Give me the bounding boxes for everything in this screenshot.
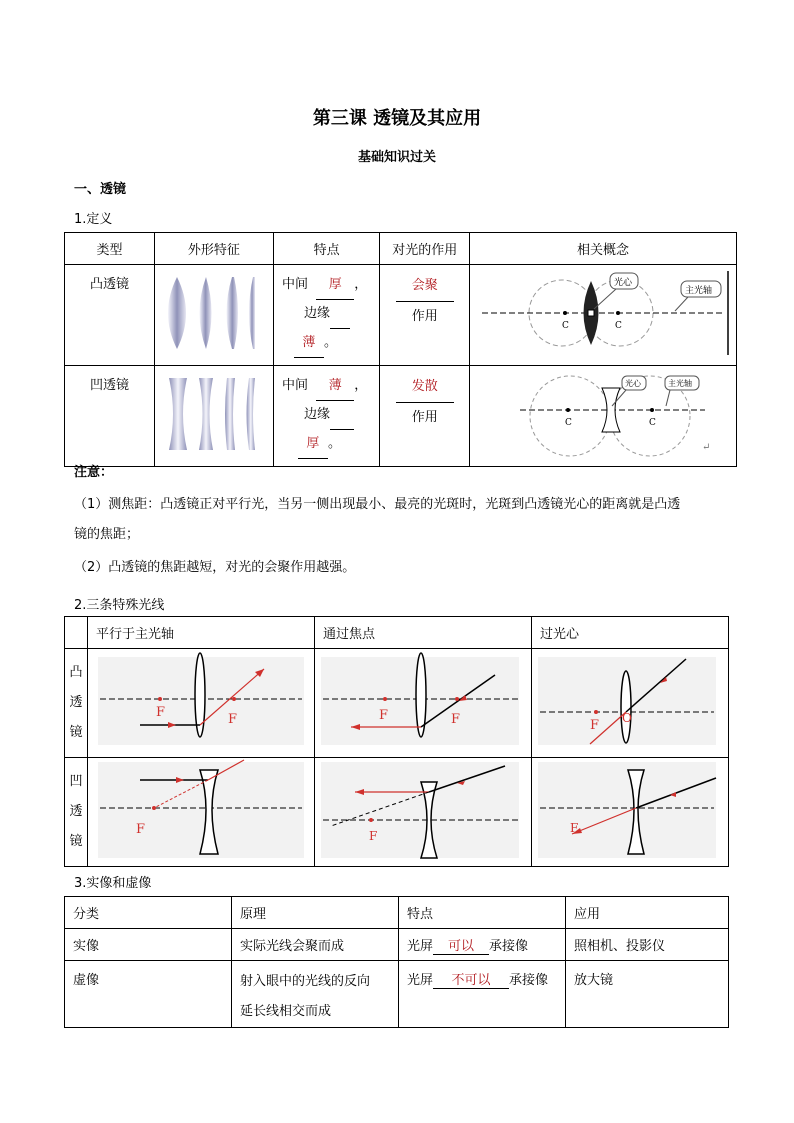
real-image-principle: 实际光线会聚而成 (232, 929, 399, 961)
convex-axis-label: 主光轴 (685, 286, 713, 296)
convex-type: 凸透镜 (65, 265, 155, 366)
convex-concept (470, 265, 737, 366)
svg-text:F: F (379, 708, 389, 723)
rays-header-parallel: 平行于主光轴 (88, 617, 315, 649)
note-item-1a: （1）测焦距：凸透镜正对平行光，当另一侧出现最小、最亮的光斑时，光斑到凸透镜光心的距离就是凸透 (74, 497, 681, 512)
real-image-kind: 实像 (65, 929, 232, 961)
notes-heading: 注意： (74, 465, 114, 480)
real-image-feature: 光屏 可以 承接像 (399, 929, 566, 961)
virtual-image-use: 放大镜 (566, 961, 729, 1028)
convex-mid-value: 厚 (316, 271, 354, 300)
header-feature: 特点 (273, 233, 379, 265)
concave-type: 凹透镜 (65, 366, 155, 467)
special-rays-table (64, 616, 729, 867)
virtual-image-principle: 射入眼中的光线的反向 延长线相交而成 (232, 961, 399, 1028)
svg-text:F: F (451, 712, 461, 727)
real-image-use: 照相机、投影仪 (566, 929, 729, 961)
definition-table (64, 232, 737, 467)
concave-mid-value: 薄 (316, 372, 354, 401)
convex-focus-diagram (315, 649, 532, 758)
convex-effect: 会聚 作用 (380, 265, 470, 366)
convex-c2-label: C (615, 321, 622, 331)
convex-row-label: 凸 透 镜 (65, 649, 88, 758)
images-heading: 3.实像和虚像 (74, 876, 152, 891)
rays-header-focus: 通过焦点 (315, 617, 532, 649)
concave-row-label: 凹 透 镜 (65, 758, 88, 867)
virtual-image-feature: 光屏 不可以 承接像 (399, 961, 566, 1028)
concave-center-diagram (532, 758, 729, 867)
header-type: 类型 (65, 233, 155, 265)
convex-lens-shapes-icon (155, 265, 273, 361)
concave-concept (470, 366, 737, 467)
note-item-1b: 镜的焦距； (74, 527, 140, 542)
convex-c1-label: C (562, 321, 569, 331)
header-effect: 对光的作用 (380, 233, 470, 265)
concave-c2-label: C (649, 418, 656, 428)
images-header-principle: 原理 (232, 897, 399, 929)
svg-text:F: F (228, 712, 238, 727)
convex-feature: 中间 厚 ， 边缘 薄 。 (273, 265, 379, 366)
images-header-feature: 特点 (399, 897, 566, 929)
concave-effect: 发散 作用 (380, 366, 470, 467)
convex-concept-diagram (470, 265, 736, 361)
page-title: 第三课 透镜及其应用 (312, 108, 482, 129)
convex-shapes (154, 265, 273, 366)
concave-edge-value: 厚 (298, 430, 328, 459)
concave-focus-diagram (315, 758, 532, 867)
real-virtual-table (64, 896, 729, 1028)
svg-text:F: F (369, 829, 378, 843)
rays-heading: 2.三条特殊光线 (74, 598, 165, 613)
concave-lens-shapes-icon (155, 366, 273, 462)
concave-axis-label: 主光轴 (668, 379, 692, 388)
images-header-use: 应用 (566, 897, 729, 929)
concave-shapes (154, 366, 273, 467)
svg-text:F: F (570, 821, 579, 835)
concave-parallel-diagram (88, 758, 315, 867)
section-lens-heading: 一、透镜 (74, 182, 127, 197)
rays-header-center: 过光心 (532, 617, 729, 649)
header-concept: 相关概念 (470, 233, 737, 265)
virtual-image-kind: 虚像 (65, 961, 232, 1028)
page-subtitle: 基础知识过关 (357, 150, 436, 165)
convex-parallel-diagram (88, 649, 315, 758)
definition-heading: 1.定义 (74, 212, 113, 227)
images-header-kind: 分类 (65, 897, 232, 929)
note-item-2: （2）凸透镜的焦距越短，对光的会聚作用越强。 (74, 560, 356, 575)
svg-text:F: F (590, 718, 600, 733)
convex-edge-value: 薄 (294, 329, 324, 358)
svg-text:F: F (156, 705, 166, 720)
convex-center-label: 光心 (614, 278, 633, 288)
concave-c1-label: C (565, 418, 572, 428)
svg-text:↵: ↵ (702, 442, 711, 453)
svg-text:O: O (622, 711, 632, 725)
concave-feature: 中间 薄 ， 边缘 厚 。 (273, 366, 379, 467)
convex-center-diagram (532, 649, 729, 758)
header-shape: 外形特征 (154, 233, 273, 265)
concave-concept-diagram (470, 366, 736, 462)
concave-center-label: 光心 (625, 379, 641, 388)
svg-text:F: F (136, 822, 146, 837)
